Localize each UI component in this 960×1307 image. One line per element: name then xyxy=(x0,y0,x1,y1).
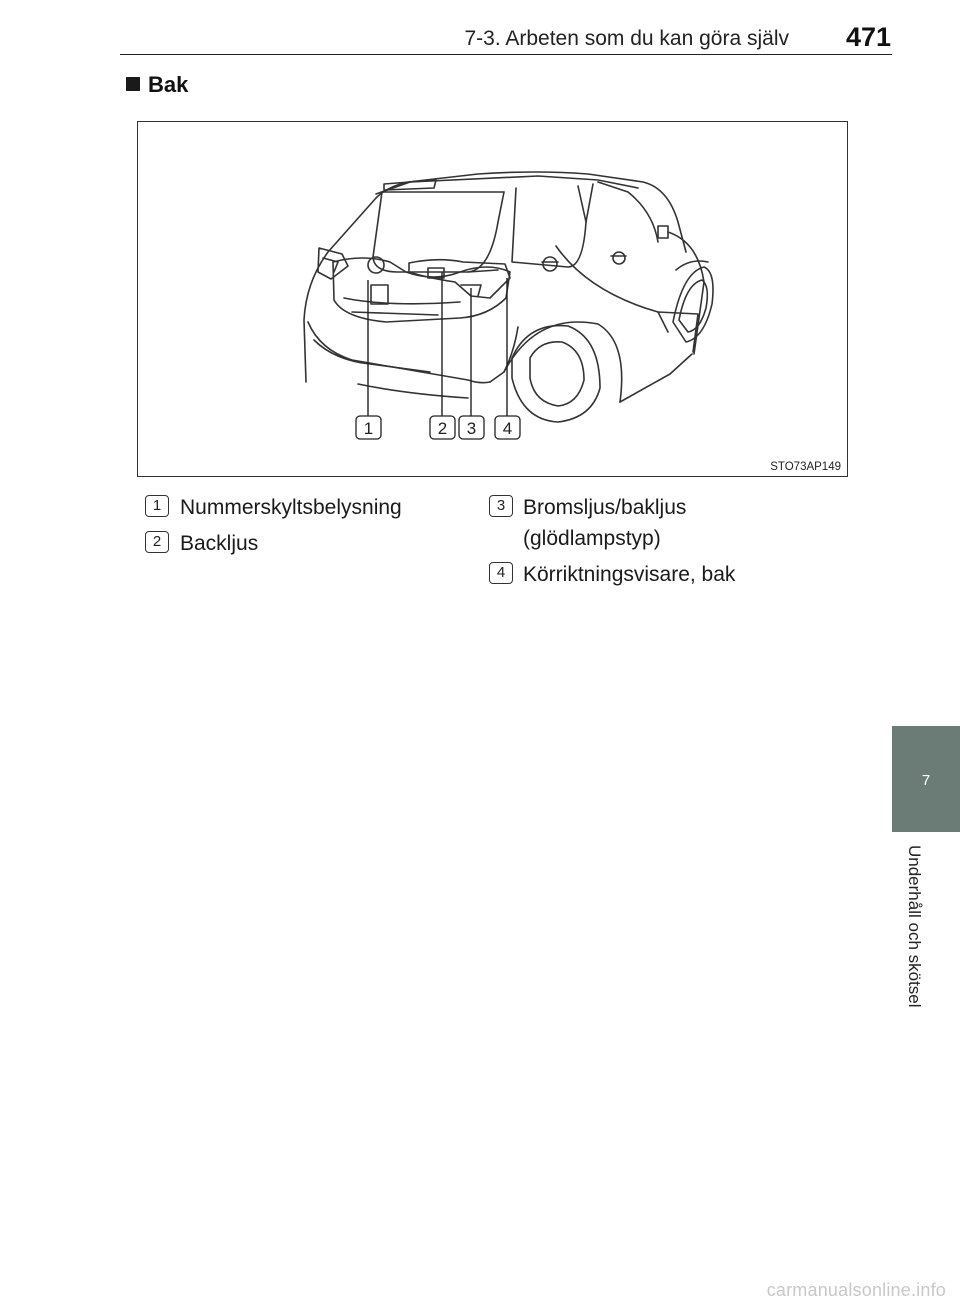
watermark: carmanualsonline.info xyxy=(766,1280,946,1300)
square-bullet-icon xyxy=(126,77,140,91)
legend-item-brake-tail-light: Bromsljus/bakljus (glödlampstyp) xyxy=(523,496,687,550)
section-heading-text: Bak xyxy=(148,72,189,97)
callout-number-1: 1 xyxy=(363,419,374,438)
legend-item-license-plate-light: Nummerskyltsbelysning xyxy=(180,496,402,519)
legend-badge-2: 2 xyxy=(145,531,169,553)
header-rule xyxy=(120,54,892,55)
page-number: 471 xyxy=(845,22,891,52)
legend-badge-4: 4 xyxy=(489,562,513,584)
callout-badges xyxy=(138,122,849,478)
chapter-side-label: Underhåll och skötsel xyxy=(905,845,924,1008)
chapter-tab-number: 7 xyxy=(921,772,931,789)
callout-number-2: 2 xyxy=(437,419,448,438)
callout-number-4: 4 xyxy=(502,419,513,438)
chapter-title: 7-3. Arbeten som du kan göra själv xyxy=(464,27,789,50)
legend-item-rear-turn-signal: Körriktningsvisare, bak xyxy=(523,563,736,586)
car-rear-figure xyxy=(137,121,848,477)
section-heading xyxy=(126,72,188,98)
callout-number-3: 3 xyxy=(466,419,477,438)
legend-badge-3: 3 xyxy=(489,495,513,517)
legend-badge-1: 1 xyxy=(145,495,169,517)
figure-code: STO73AP149 xyxy=(770,461,841,473)
legend-item-reverse-light: Backljus xyxy=(180,532,259,555)
